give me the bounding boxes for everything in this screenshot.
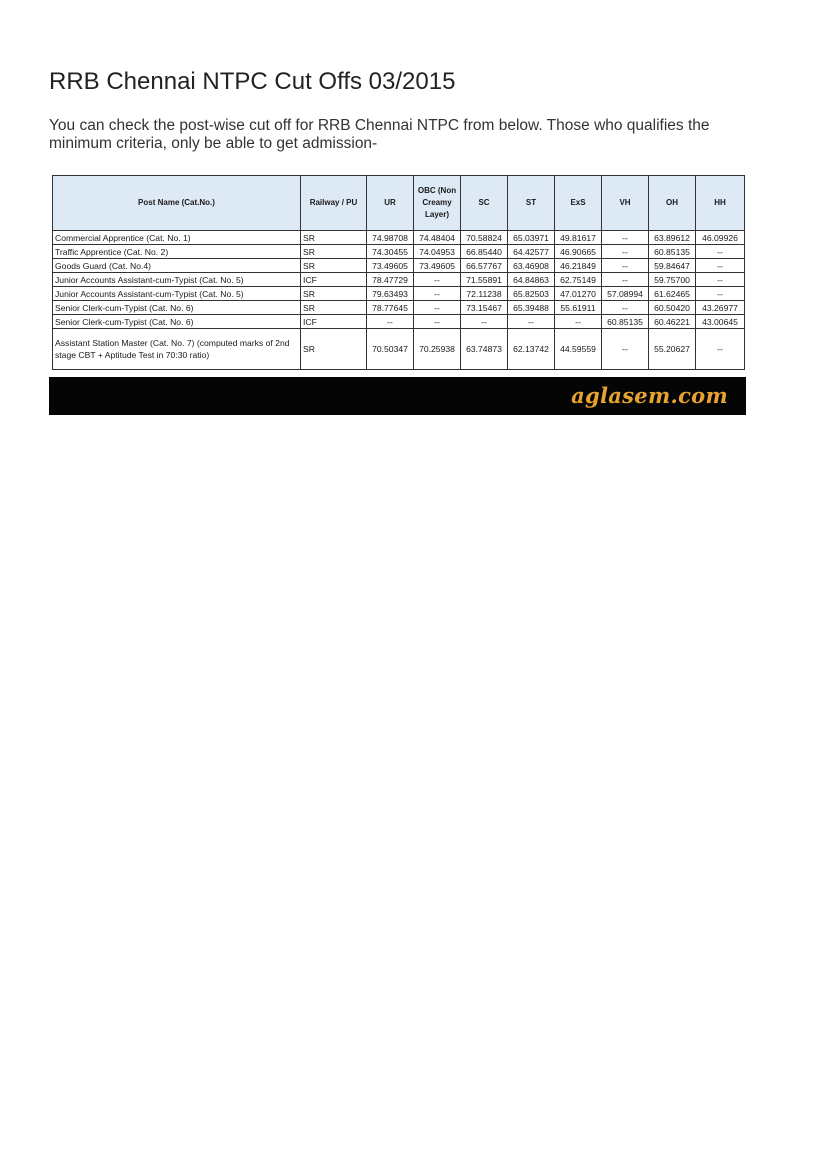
cell-st: 65.03971 bbox=[508, 231, 555, 245]
brand-banner bbox=[49, 377, 746, 415]
cell-hh: -- bbox=[696, 273, 745, 287]
cell-post-name: Traffic Apprentice (Cat. No. 2) bbox=[53, 245, 301, 259]
cell-sc: 73.15467 bbox=[461, 301, 508, 315]
table-row bbox=[53, 245, 745, 259]
cell-st: 64.42577 bbox=[508, 245, 555, 259]
cell-oh: 59.84647 bbox=[649, 259, 696, 273]
cell-oh: 60.46221 bbox=[649, 315, 696, 329]
cell-vh: -- bbox=[602, 231, 649, 245]
intro-paragraph: You can check the post-wise cut off for RRB Chennai NTPC from below. Those who qualifies the minimum criteria, only be able to get admission- bbox=[49, 117, 710, 152]
cell-obc: -- bbox=[414, 287, 461, 301]
cell-exs: 62.75149 bbox=[555, 273, 602, 287]
cell-railway: ICF bbox=[301, 273, 367, 287]
header-obc: OBC (Non Creamy Layer) bbox=[414, 176, 461, 231]
page-title: RRB Chennai NTPC Cut Offs 03/2015 bbox=[49, 68, 456, 95]
cell-st: 65.82503 bbox=[508, 287, 555, 301]
header-ur: UR bbox=[367, 176, 414, 231]
cell-ur: -- bbox=[367, 315, 414, 329]
table-header-row bbox=[53, 176, 745, 231]
cell-sc: 71.55891 bbox=[461, 273, 508, 287]
cell-st: 62.13742 bbox=[508, 329, 555, 370]
cell-ur: 70.50347 bbox=[367, 329, 414, 370]
header-exs: ExS bbox=[555, 176, 602, 231]
table-row bbox=[53, 329, 745, 370]
cell-post-name: Goods Guard (Cat. No.4) bbox=[53, 259, 301, 273]
cell-obc: -- bbox=[414, 301, 461, 315]
cell-post-name: Commercial Apprentice (Cat. No. 1) bbox=[53, 231, 301, 245]
header-hh: HH bbox=[696, 176, 745, 231]
cell-ur: 78.77645 bbox=[367, 301, 414, 315]
header-vh: VH bbox=[602, 176, 649, 231]
cell-exs: 46.90665 bbox=[555, 245, 602, 259]
cell-obc: -- bbox=[414, 273, 461, 287]
brand-logo-text: aglasem.com bbox=[571, 383, 728, 408]
cell-railway: ICF bbox=[301, 315, 367, 329]
header-st: ST bbox=[508, 176, 555, 231]
cell-st: 64.84863 bbox=[508, 273, 555, 287]
cell-exs: 44.59559 bbox=[555, 329, 602, 370]
cell-railway: SR bbox=[301, 231, 367, 245]
cell-vh: -- bbox=[602, 245, 649, 259]
cell-obc: 74.48404 bbox=[414, 231, 461, 245]
cell-exs: 46.21849 bbox=[555, 259, 602, 273]
table-row bbox=[53, 301, 745, 315]
cell-oh: 59.75700 bbox=[649, 273, 696, 287]
cell-hh: -- bbox=[696, 287, 745, 301]
cell-hh: 46.09926 bbox=[696, 231, 745, 245]
cell-railway: SR bbox=[301, 245, 367, 259]
cell-hh: -- bbox=[696, 329, 745, 370]
cell-railway: SR bbox=[301, 329, 367, 370]
cell-obc: 74.04953 bbox=[414, 245, 461, 259]
cell-exs: 47.01270 bbox=[555, 287, 602, 301]
cell-ur: 74.30455 bbox=[367, 245, 414, 259]
cell-post-name: Junior Accounts Assistant-cum-Typist (Cat. No. 5) bbox=[53, 273, 301, 287]
header-railway: Railway / PU bbox=[301, 176, 367, 231]
cell-vh: -- bbox=[602, 259, 649, 273]
cutoff-figure bbox=[49, 171, 746, 415]
cell-sc: 72.11238 bbox=[461, 287, 508, 301]
cell-exs: -- bbox=[555, 315, 602, 329]
cell-exs: 49.81617 bbox=[555, 231, 602, 245]
table-row bbox=[53, 231, 745, 245]
header-post-name: Post Name (Cat.No.) bbox=[53, 176, 301, 231]
cell-vh: 60.85135 bbox=[602, 315, 649, 329]
cell-st: -- bbox=[508, 315, 555, 329]
cell-obc: -- bbox=[414, 315, 461, 329]
cell-vh: -- bbox=[602, 273, 649, 287]
cell-ur: 74.98708 bbox=[367, 231, 414, 245]
cell-railway: SR bbox=[301, 287, 367, 301]
cell-oh: 60.50420 bbox=[649, 301, 696, 315]
table-body bbox=[53, 231, 745, 370]
cell-exs: 55.61911 bbox=[555, 301, 602, 315]
cell-oh: 61.62465 bbox=[649, 287, 696, 301]
cell-sc: -- bbox=[461, 315, 508, 329]
cell-oh: 60.85135 bbox=[649, 245, 696, 259]
header-sc: SC bbox=[461, 176, 508, 231]
cell-railway: SR bbox=[301, 301, 367, 315]
cutoff-table-wrap bbox=[52, 175, 744, 370]
cell-post-name: Senior Clerk-cum-Typist (Cat. No. 6) bbox=[53, 301, 301, 315]
cell-sc: 63.74873 bbox=[461, 329, 508, 370]
cell-railway: SR bbox=[301, 259, 367, 273]
cell-hh: 43.26977 bbox=[696, 301, 745, 315]
cell-post-name: Assistant Station Master (Cat. No. 7) (computed marks of 2nd stage CBT + Aptitude Test in 70:30 ratio) bbox=[53, 329, 301, 370]
cell-ur: 79.63493 bbox=[367, 287, 414, 301]
table-row bbox=[53, 259, 745, 273]
cell-sc: 66.57767 bbox=[461, 259, 508, 273]
cell-hh: -- bbox=[696, 259, 745, 273]
cutoff-table bbox=[52, 175, 745, 370]
cell-vh: 57.08994 bbox=[602, 287, 649, 301]
cell-st: 63.46908 bbox=[508, 259, 555, 273]
cell-sc: 66.85440 bbox=[461, 245, 508, 259]
cell-post-name: Senior Clerk-cum-Typist (Cat. No. 6) bbox=[53, 315, 301, 329]
header-oh: OH bbox=[649, 176, 696, 231]
cell-ur: 73.49605 bbox=[367, 259, 414, 273]
cell-vh: -- bbox=[602, 329, 649, 370]
cell-oh: 63.89612 bbox=[649, 231, 696, 245]
cell-obc: 70.25938 bbox=[414, 329, 461, 370]
table-row bbox=[53, 287, 745, 301]
cell-vh: -- bbox=[602, 301, 649, 315]
cell-sc: 70.58824 bbox=[461, 231, 508, 245]
cell-post-name: Junior Accounts Assistant-cum-Typist (Cat. No. 5) bbox=[53, 287, 301, 301]
cell-hh: -- bbox=[696, 245, 745, 259]
table-row bbox=[53, 315, 745, 329]
cell-st: 65.39488 bbox=[508, 301, 555, 315]
cell-obc: 73.49605 bbox=[414, 259, 461, 273]
cell-hh: 43.00645 bbox=[696, 315, 745, 329]
table-row bbox=[53, 273, 745, 287]
cell-oh: 55.20627 bbox=[649, 329, 696, 370]
cell-ur: 78.47729 bbox=[367, 273, 414, 287]
